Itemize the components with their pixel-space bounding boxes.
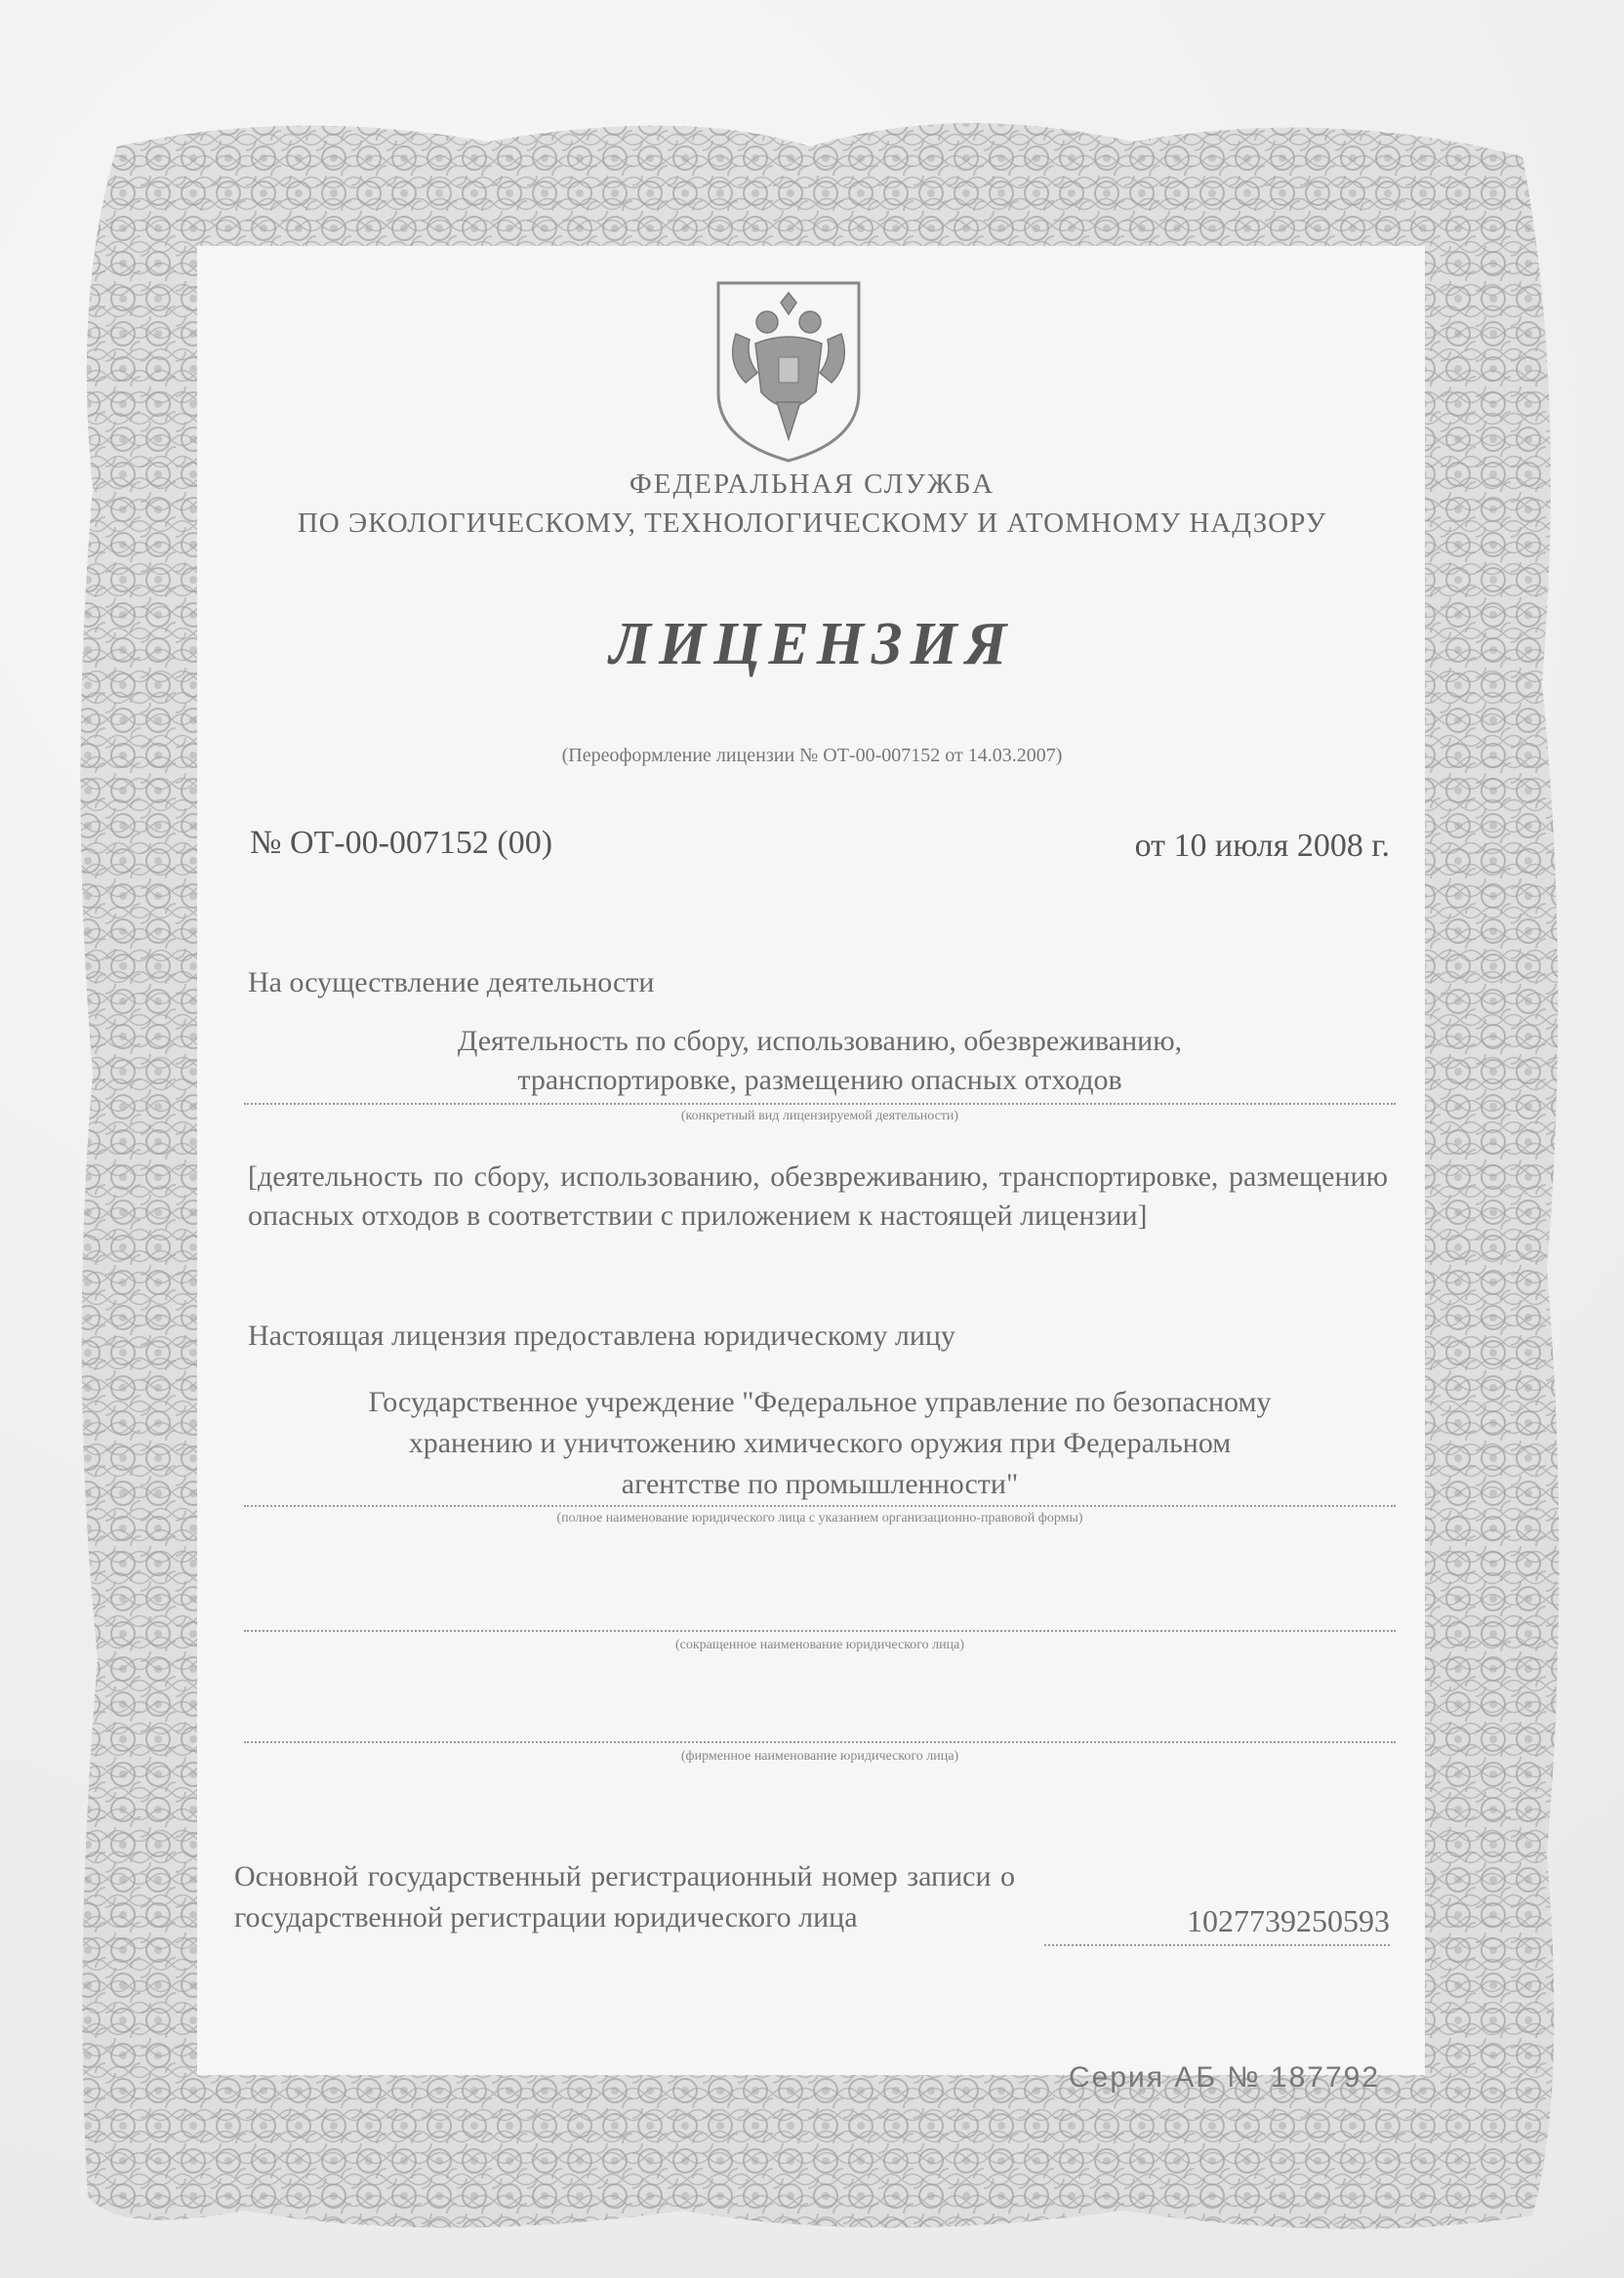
full-name-caption: (полное наименование юридического лица с указанием организационно-правовой формы): [556, 1511, 1083, 1525]
activity-name-caption: (конкретный вид лицензируемой деятельности): [680, 1109, 959, 1123]
agency-name-line2: ПО ЭКОЛОГИЧЕСКОМУ, ТЕХНОЛОГИЧЕСКОМУ И АТОМНОМУ НАДЗОРУ: [297, 508, 1327, 539]
short-name-caption: (сокращенное наименование юридического лица): [674, 1638, 965, 1652]
license-date: от 10 июля 2008 г.: [1134, 828, 1390, 864]
licensee-name-line2: хранению и уничтожению химического оружия при Федеральном: [408, 1427, 1232, 1459]
registration-number-underline: [1044, 1944, 1390, 1946]
short-name-line: [244, 1630, 1396, 1632]
activity-intro: На осуществление деятельности: [248, 966, 655, 998]
registration-label: Основной государственный регистрационный номер записи о государственной регистрации юридического лица: [234, 1860, 1015, 1933]
licensee-name-line3: агентстве по промышленности": [621, 1468, 1019, 1500]
form-serial-number: Серия АБ № 187792: [1069, 2061, 1381, 2094]
licensee-name-underline: [244, 1505, 1396, 1507]
activity-scope: [деятельность по сбору, использованию, обезвреживанию, транспортировке, размещению опасных отходов в соответствии с приложением к настоящей лицензии]: [248, 1160, 1388, 1232]
coat-of-arms-emblem: [707, 275, 871, 467]
activity-name-underline: [244, 1103, 1396, 1105]
license-number: № ОТ-00-007152 (00): [250, 825, 553, 861]
activity-name-line2: транспортировке, размещению опасных отходов: [517, 1064, 1122, 1096]
reissue-note: (Переоформление лицензии № ОТ-00-007152 от 14.03.2007): [561, 745, 1063, 766]
brand-name-line: [244, 1741, 1396, 1743]
brand-name-caption: (фирменное наименование юридического лица): [680, 1749, 959, 1764]
agency-name-line1: ФЕДЕРАЛЬНАЯ СЛУЖБА: [629, 468, 995, 500]
document-title: ЛИЦЕНЗИЯ: [609, 611, 1015, 677]
activity-name-line1: Деятельность по сбору, использованию, обезвреживанию,: [457, 1025, 1183, 1057]
licensee-name-line1: Государственное учреждение "Федеральное управление по безопасному: [368, 1386, 1272, 1418]
licensee-intro: Настоящая лицензия предоставлена юридическому лицу: [248, 1320, 955, 1352]
registration-number: 1027739250593: [1187, 1903, 1390, 1938]
